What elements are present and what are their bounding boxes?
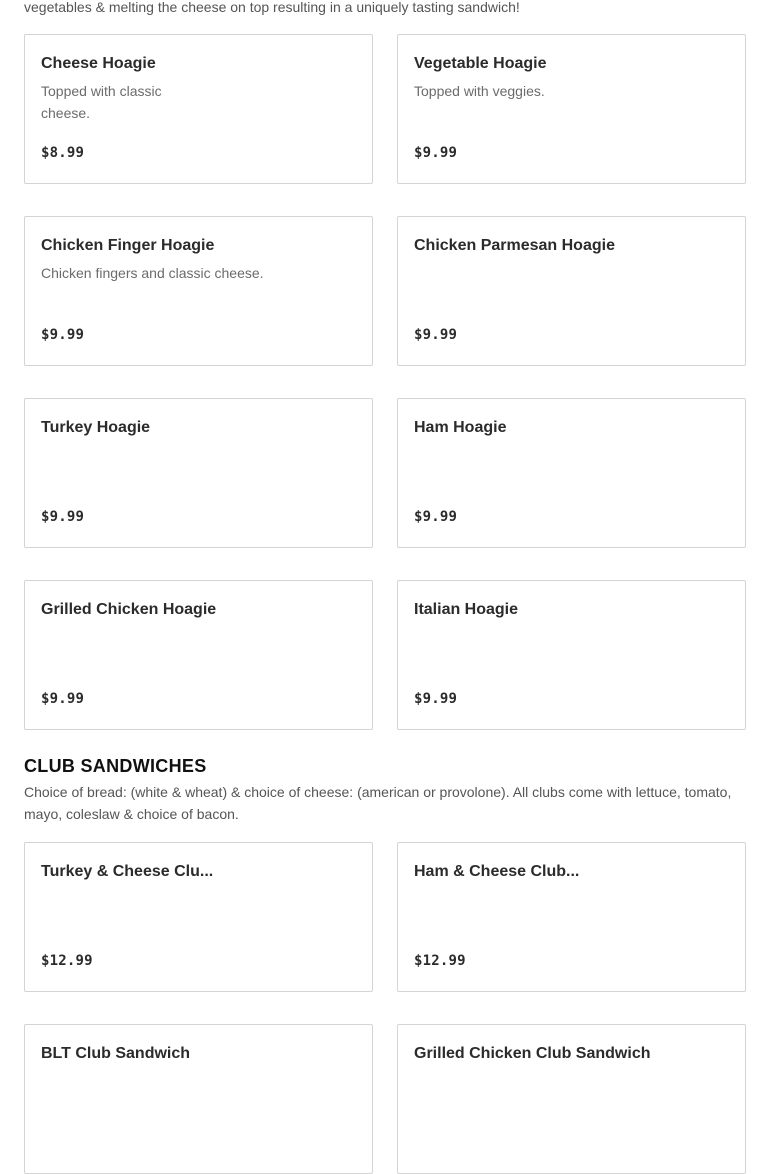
club-menu-grid [24, 842, 746, 1174]
menu-item-description: Topped with veggies. [414, 83, 545, 99]
menu-item-name: Ham & Cheese Club... [414, 863, 580, 880]
menu-item-card[interactable] [24, 216, 373, 366]
section-description: Choice of bread: (white & wheat) & choice of cheese: (american or provolone). All clubs come with lettuce, tomato, mayo, coleslaw & choice of bacon. [24, 784, 732, 822]
menu-item-price: $9.99 [414, 327, 458, 343]
menu-item-price: $8.99 [41, 145, 85, 161]
menu-item-price: $9.99 [414, 145, 458, 161]
menu-item-name: Grilled Chicken Hoagie [41, 601, 217, 618]
menu-item-card[interactable] [397, 580, 746, 730]
menu-item-name: Italian Hoagie [414, 601, 519, 618]
section-title: CLUB SANDWICHES [24, 756, 207, 776]
menu-item-card[interactable] [397, 34, 746, 184]
menu-item-description: Topped with classic cheese. [41, 83, 162, 121]
menu-item-card[interactable] [24, 1024, 373, 1174]
menu-item-card[interactable] [24, 842, 373, 992]
menu-item-name: Chicken Finger Hoagie [41, 237, 215, 254]
menu-item-price: $9.99 [41, 691, 85, 707]
hoagie-menu-grid [24, 34, 746, 730]
menu-item-card[interactable] [24, 34, 373, 184]
menu-item-card[interactable] [24, 398, 373, 548]
menu-item-price: $9.99 [414, 509, 458, 525]
menu-item-name: Grilled Chicken Club Sandwich [414, 1045, 651, 1062]
menu-item-description: Chicken fingers and classic cheese. [41, 265, 264, 281]
section-description: vegetables & melting the cheese on top resulting in a uniquely tasting sandwich! [24, 0, 520, 15]
menu-item-name: Chicken Parmesan Hoagie [414, 237, 615, 254]
menu-item-price: $9.99 [41, 509, 85, 525]
menu-item-name: Turkey & Cheese Clu... [41, 863, 214, 880]
menu-item-name: BLT Club Sandwich [41, 1045, 191, 1062]
menu-item-name: Cheese Hoagie [41, 55, 156, 72]
menu-item-name: Ham Hoagie [414, 419, 507, 436]
menu-item-price: $12.99 [414, 953, 466, 969]
menu-item-name: Turkey Hoagie [41, 419, 151, 436]
menu-item-price: $9.99 [41, 327, 85, 343]
menu-item-card[interactable] [397, 216, 746, 366]
menu-item-card[interactable] [397, 842, 746, 992]
menu-item-price: $9.99 [414, 691, 458, 707]
menu-item-price: $12.99 [41, 953, 93, 969]
menu-item-card[interactable] [397, 398, 746, 548]
menu-item-name: Vegetable Hoagie [414, 55, 547, 72]
menu-item-card[interactable] [397, 1024, 746, 1174]
menu-item-card[interactable] [24, 580, 373, 730]
